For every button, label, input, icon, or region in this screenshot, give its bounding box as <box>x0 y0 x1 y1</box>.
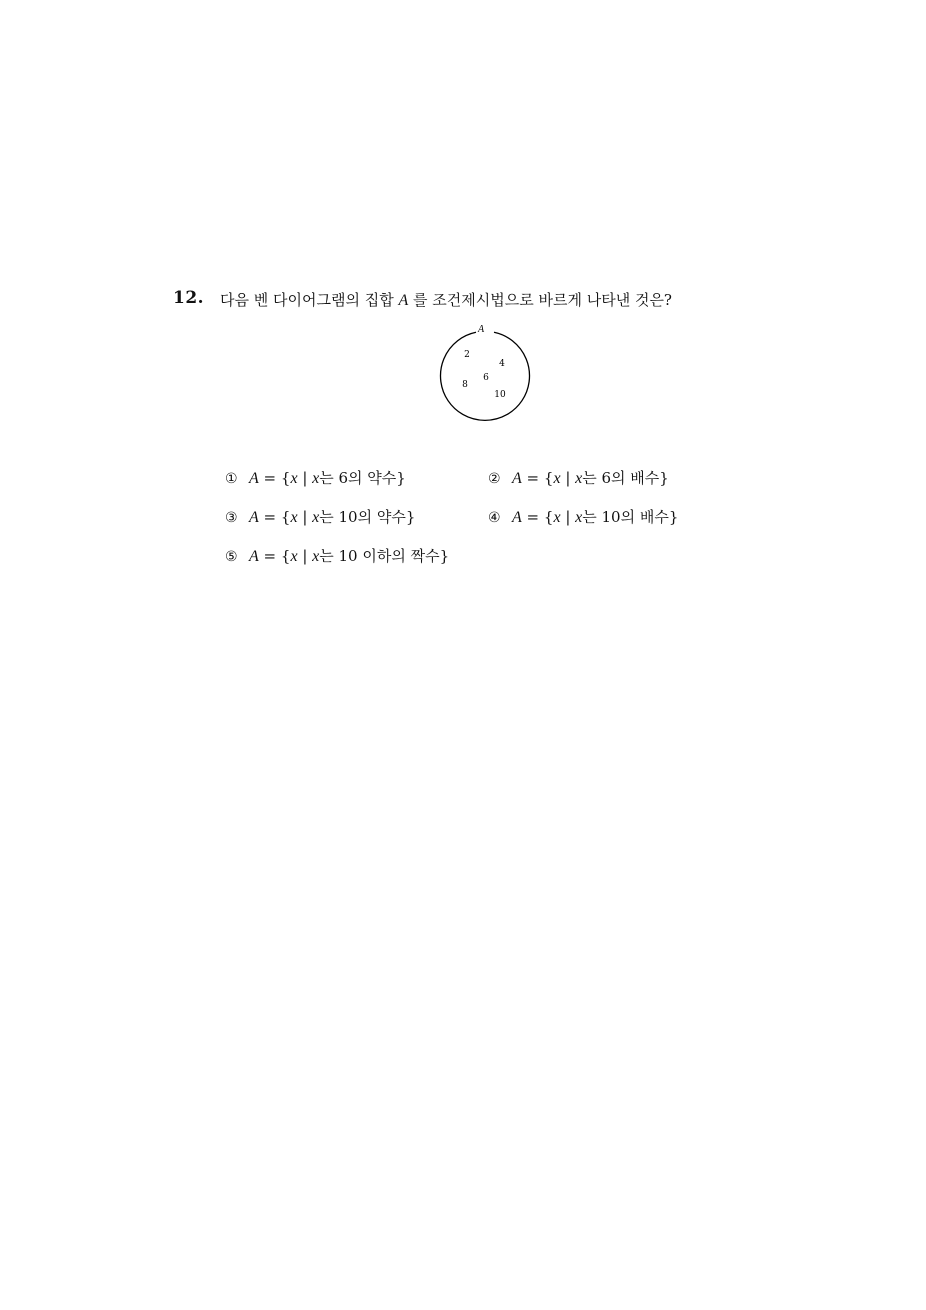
choice-condition: 는 10의 배수} <box>582 508 679 526</box>
choice-condition: 는 6의 배수} <box>582 469 669 487</box>
choice-condition: 는 10의 약수} <box>319 508 416 526</box>
choice-set: A <box>249 548 259 565</box>
choice-condition: 는 6의 약수} <box>319 469 406 487</box>
venn-element: 10 <box>494 390 506 400</box>
choice-4[interactable] <box>488 506 678 527</box>
choice-mark: ③ <box>225 510 238 526</box>
choice-set: A <box>249 509 259 526</box>
question-text <box>220 289 672 310</box>
choice-5[interactable] <box>225 545 449 566</box>
choice-var: x <box>575 509 583 526</box>
choice-bar: | <box>297 547 313 565</box>
choice-eq: = { <box>521 469 554 487</box>
choice-bar: | <box>560 469 576 487</box>
choice-eq: = { <box>258 508 291 526</box>
venn-element: 8 <box>462 380 468 390</box>
question-text-before: 다음 벤 다이어그램의 집합 <box>220 291 399 309</box>
venn-diagram <box>430 320 540 425</box>
choice-bar: | <box>560 508 576 526</box>
choice-eq: = { <box>258 469 291 487</box>
choice-1[interactable] <box>225 467 406 488</box>
choice-var: x <box>575 470 583 487</box>
question-set-symbol: A <box>398 292 409 309</box>
choice-bar: | <box>297 508 313 526</box>
choice-set: A <box>512 470 522 487</box>
choice-mark: ⑤ <box>225 549 238 565</box>
choice-var: x <box>553 470 561 487</box>
choice-mark: ② <box>488 471 501 487</box>
question-text-after: 를 조건제시법으로 바르게 나타낸 것은? <box>408 291 672 309</box>
choice-var: x <box>290 509 298 526</box>
choice-var: x <box>312 548 320 565</box>
choice-condition: 는 10 이하의 짝수} <box>319 547 450 565</box>
choice-var: x <box>312 509 320 526</box>
choice-var: x <box>290 470 298 487</box>
choice-var: x <box>290 548 298 565</box>
choice-mark: ① <box>225 471 238 487</box>
choice-mark: ④ <box>488 510 501 526</box>
venn-element: 4 <box>499 359 505 369</box>
venn-element: 2 <box>464 350 470 360</box>
choice-var: x <box>553 509 561 526</box>
choice-2[interactable] <box>488 467 669 488</box>
venn-label: A <box>477 324 485 335</box>
choice-set: A <box>512 509 522 526</box>
choice-var: x <box>312 470 320 487</box>
choice-eq: = { <box>258 547 291 565</box>
venn-element: 6 <box>483 373 489 383</box>
choice-set: A <box>249 470 259 487</box>
choice-bar: | <box>297 469 313 487</box>
choice-3[interactable] <box>225 506 415 527</box>
question-number: 12. <box>173 288 205 308</box>
choice-eq: = { <box>521 508 554 526</box>
